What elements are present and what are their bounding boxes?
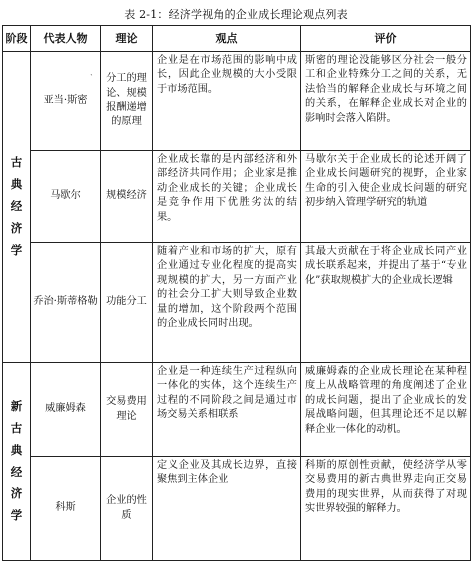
person-cell: 亚当·斯密 [31,52,101,151]
evaluation-cell: 威廉姆森的企业成长理论在某种程度上从战略管理的角度阐述了企业的成长问题，提出了企业成长的发展战略问题，但其理论还不足以解释企业一体化的动机。 [301,363,471,457]
view-cell: 定义企业及其成长边界，直接聚焦到主体企业 [153,457,301,561]
table-row [3,151,471,243]
stage-label: 古典经济学 [10,155,23,257]
header-theory: 理论 [101,26,153,52]
scan-speck: ˋ [90,74,94,82]
theory-cell: 规模经济 [101,151,153,243]
stage-cell-classical [3,52,31,363]
view-cell: 企业成长靠的是内部经济和外部经济共同作用；企业家是推动企业成长的关键；企业成长是竞争作用下优胜劣汰的结果。 [153,151,301,243]
theory-cell: 功能分工 [101,243,153,363]
evaluation-cell: 其最大贡献在于将企业成长同产业成长联系起来，并提出了基于“专业化”获取规模扩大的企业成长逻辑 [301,243,471,363]
view-cell: 企业是一种连续生产过程纵向一体化的实体，这个连续生产过程的不同阶段之间是通过市场交易关系相联系 [153,363,301,457]
evaluation-cell: 斯密的理论没能够区分社会一般分工和企业特殊分工之间的关系，无法恰当的解释企业成长与环境之间的关系，在解释企业成长对企业的影响时会落入陷阱。 [301,52,471,151]
evaluation-cell: 科斯的原创性贡献，使经济学从零交易费用的新古典世界走向正交易费用的现实世界，从而获得了对现实世界较强的解释力。 [301,457,471,561]
table-header-row [3,26,471,52]
header-stage: 阶段 [3,26,31,52]
stage-cell-neoclassical [3,363,31,561]
table-row [3,363,471,457]
theory-table [2,25,471,561]
theory-cell: 企业的性质 [101,457,153,561]
person-cell: 科斯 [31,457,101,561]
evaluation-cell: 马歇尔关于企业成长的论述开阔了企业成长问题研究的视野，企业家生命的引入使企业成长问题的研究初步纳入管理学研究的轨道 [301,151,471,243]
theory-cell: 分工的理论、规模报酬递增的原理 [101,52,153,151]
table-row [3,52,471,151]
person-cell: 马歇尔 [31,151,101,243]
view-cell: 随着产业和市场的扩大，原有企业通过专业化程度的提高实现规模的扩大，另一方面产业的社会分工扩大则导致企业数量的增加，这个阶段两个范围的企业成长同时出现。 [153,243,301,363]
header-view: 观点 [153,26,301,52]
table-row [3,457,471,561]
header-evaluation: 评价 [301,26,471,52]
header-person: 代表人物 [31,26,101,52]
person-cell: 乔治·斯蒂格勒 [31,243,101,363]
table-row [3,243,471,363]
theory-cell: 交易费用理论 [101,363,153,457]
table-caption: 表 2-1：经济学视角的企业成长理论观点列表 [124,8,348,21]
person-cell: 威廉姆森 [31,363,101,457]
stage-label: 新古典经济学 [10,398,23,523]
view-cell: 企业是在市场范围的影响中成长，因此企业规模的大小受限于市场范围。 [153,52,301,151]
